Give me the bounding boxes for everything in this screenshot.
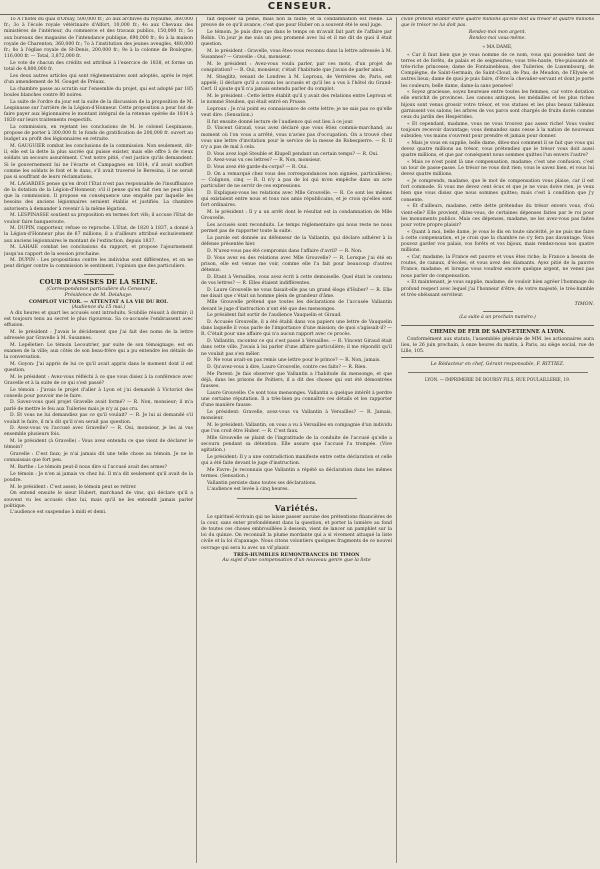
column-1 <box>4 17 193 863</box>
paragraph: M. le président : C'est assez; le témoin peut se retirer. <box>10 484 137 490</box>
paragraph: D. Accusée Grouvelle, il a été établi dans vos papiers une lettre de Vauquelin dans laquelle il vous parle de l'importance d'une mission; de quoi s'agissait-il? — R. C'était pour une affaire qui n'a aucun rapport avec ce procès. <box>201 320 392 338</box>
paragraph: D. N'avez-vous pas été compromis dans l'affaire d'avril? — R. Non. <box>207 248 363 254</box>
paragraph: Mlle Grouvelle se plaint de l'ingratitude de la conduite de l'accusé qu'elle a secouru pendant sa détention. Elle assure que l'accusé l'a trompée. (Vive agitation.) <box>201 435 392 454</box>
court-case: COMPLOT VICTOR. — ATTENTAT A LA VIE DU ROI. <box>28 298 169 305</box>
paragraph: D. Vincent Giraud, vous avez déclaré que vous êtiez commis-marchand; au moment où l'on vous a arrêté, vous n'aviez pas d'occupation. On a trouvé chez vous une lettre d'invitation pour le service de la messe de Robespierre. — R. Il n'y a pas de mal à cela. <box>201 126 392 151</box>
paragraph: A dix heures et quart les accusés sont introduits. Scubilie réussit à dormir; il est toujours tenu au secret le plus rigoureux. Sa co-accusée l'embrassent avec effusion. <box>4 310 193 329</box>
paragraph: M. le président: Vallantin, on vous a vu à Versailles en compagnie d'un individu que l'on croit être Huber. — R. C'est faux. <box>201 422 392 434</box>
paragraph: L'audience est levée à cinq heures. <box>207 487 289 493</box>
debate-section <box>4 144 193 271</box>
letter-body <box>401 53 594 299</box>
paragraph: « Car il faut bien que je vous nomme de ce nom, vous qui possédez tant de terres et de forêts, de palais et de seigneuries; vous très-haute, très-puissante et très-riche princesse; dame de Fontainebleau, des Tuileries, de Luxembourg, de Compiègne, de Saint-Germain, de Saint-Cloud, de Pau, de Meudon, de l'Elysée et autres lieux; dame de quoi je puis faire, d'être la chevalier-servant et dont je porte les couleurs; belle dame, dame-la sans pensées! <box>401 52 594 89</box>
paragraph: M. LAHAIE combat les conclusions du rapport, et propose l'ajournement jusqu'au rapport de la session prochaine. <box>4 245 193 257</box>
paragraph: La parole est donnée au défenseur de la Vallantin, qui déclare adhérer à la défense présentée hier. <box>201 235 392 248</box>
intro-section <box>4 17 193 144</box>
paragraph: Gravelle : C'est faux; je n'ai jamais dit une telle chose au témoin. Je ne le connaissais que fort peu. <box>4 452 193 464</box>
paragraph: M. le président (à Gravelle) : Vous avez entendu ce que vient de déclarer le témoin? <box>4 439 193 451</box>
paragraph: M. DUPIN : Les propositions contre les individus sont différentes, et on ne peut diriger contre la commission le sentiment, l'opinion que des particuliers. <box>4 258 193 270</box>
paragraph: « Et cependant, madame, vous ne vous trouvez pas assez riche! Vous voulez toujours recevoir davantage; vous demandez sans cesse à la nation de nouveaux subsides; vos mains s'ouvrent pour prendre et jamais pour donner. <box>401 121 594 140</box>
court-section <box>4 311 193 517</box>
paragraph: « Quant à moi, belle dame, je vous le dis en toute sincérité, je ne puis me faire à cette compensation, et je crois que la chambre ne s'y fera pas davantage. Vous pouvez garder vos palais, vos forêts et vos bijoux, mais rendez-nous nos quatre millions. <box>401 229 594 254</box>
paragraph: M. le président : Cette lettre établit qu'il y avait des relations entre Leproux et le nommé Steuben, qui était entré en Prusse. <box>201 93 392 106</box>
paragraph: D. Etant à Versailles, vous avez écrit à cette demoiselle. Quel était le contenu de vos lettres? — R. Elles étaient indifférentes. <box>201 274 392 286</box>
paragraph: D. Avez-vous vu ces lettres? — R. Non, monsieur. <box>207 158 322 164</box>
paragraph: Le spirituel écrivain qui ne laisse passer aucune des prétentions financières de la cour, sans enter profondément dans la question, et porter la lumière au fond de toutes ces choses embrouillées à dessein, vient de lancer un pamphlet sur la loi du quinze. On reconnaît la plume mordante qui a si vivement attaqué la liste civile et la loi d'apanage. Nous citons volontiers quelques fragments de ce nouvel ouvrage qui sera lu avec un vif plaisir. <box>201 514 392 551</box>
printer-line: LYON. — IMPRIMERIE DE BOURSY FILS, RUE POULAILLERIE, 19. <box>424 376 571 382</box>
paragraph: On entend ensuite le sieur Hubert, marchand de vins, qui déclare qu'il a souvent vu les accusés chez lui, mais qu'il ne les entendit jamais parler politique. <box>4 491 193 509</box>
paragraph: M. LAGARDES pense qu'en droit l'Etat n'est pas responsable de l'insuffisance de la dotation de la Légion-d'Honneur; s'il il pense qu'en fait rien ne peut plus que la commission. Il propose en conséquence une enquête par laquelle les besoins des anciens légionnaires seraient établis et justifiés. La chambre autorisera à demander à revenir à la même légation. <box>4 181 193 212</box>
paragraph: M. GAUGUIER combat les conclusions de la commission. Non seulement, dit-il, elle est la dette la plus sacrée qui puisse exister, mais elle offre à de vieux soldats un secours assurément. C'est notre pitié, c'est justice qu'ils demandent. Si le gouvernement lui ne l'écarte et Campagnes en 1814, s'il avait souffert comme les soldats le font et le dans, s'il avait traversé le Beresina, il ne serait pas si souffrant de leurs réclamations. <box>4 144 193 181</box>
paragraph: M. le président : J'avais le décidement que j'ai fait des noms de la lettre adressée par Gravelle à M. Susannes. <box>4 329 193 341</box>
paragraph: « Car, madame, la France est pauvre et vous êtes riche; la France a besoin de routes, de canaux, d'écoles, et vous avez des diamants. Ayez pitié de la pauvre France, madame; et lorsque vous voudrez encore quelque argent, ne venez pas nous parler de compensation. <box>401 255 594 279</box>
paragraph: Laure Grouvelle: Ce sont tous mensonges. Vallantin a quelque intérêt à perdre une certaine réputation. Il a très-bien pu connaître ces détails et les rapporter d'une manière fausse. <box>201 390 392 409</box>
paragraph: 1o A l'hôtel du quai d'Orsay, 500,000 fr.; 2o aux archives du royaume, 360,000 fr.; 3o à l'école royale vétérinaire d'Alfort, 10,000 fr.; 4o aux Chevaux des ministères de l'intérieur, du commerce et des travaux publics, 150,000 fr.; 5o aux bureaux des magasins de l'intendance publique, 690,000 fr.; 6o à la maison royale de Charenton, 360,000 fr.; 7o à l'institution des jeunes aveugles, 480,000 fr.; 8o à l'église royale de St-Denis, 200,000 fr.; 9o à la colonne de Boulogne, 116,000 fr. — Total, 3,872,000 fr. <box>4 17 193 60</box>
divider <box>237 498 357 499</box>
paragraph: Mlle Grouvelle prétend que toutes les déclarations de l'accusée Vallantin devant le juge d'instruction n'ont été que des mensonges. <box>201 300 392 312</box>
paragraph: M. le président : Avez-vous réfléchi à ce que vous disiez à la conférence avec Gravelle et à la suite de ce qui s'est passé? <box>4 374 193 386</box>
reply-label: Rendez-moi mon argent. <box>468 29 527 35</box>
paragraph: Le président: Gravelle, avez-vous vu Vallantin à Versailles? — R. Jamais, monsieur. <box>201 409 392 422</box>
editor-line: Le Rédacteur en chef, Gérant responsable, F. RITTIEZ. <box>430 361 565 367</box>
paragraph: « Mais ce n'est point là une compensation, madame; c'est une confusion, c'est un tour de passe-passe. Le trésor ne vous doit rien; vous le savez bien, et vous lui devez quatre millions. <box>401 159 594 178</box>
paragraph: La commission, en rejetant les conclusions de M. le colonel Lespinasse, propose de porter à 300,000 fr. le fonds de gratification de 200,000 fr. ouvert au budget au profit des légionnaires en retraite. <box>4 124 193 143</box>
masthead <box>0 0 600 15</box>
court-title: COUR D'ASSISES DE LA SEINE. <box>39 277 158 286</box>
paragraph: L'audience est suspendue à midi et demi. <box>10 510 107 516</box>
paragraph: M. Lepéletier: Le témoin Lecoutrier, par suite de son témoignage, est en examen de la ville; aux côtés de son beau-frère qui a pu entendre les détails de la conversation. <box>4 342 193 361</box>
paragraph: Me Parent: Je fais observer que Vallantin a l'habitude du mensonge, et que déjà, dans les prisons de Poitiers, il a dit des choses qui ont été démontrées fausses. <box>201 371 392 390</box>
paragraph: Il fut ensuite donné lecture de l'audience qui eut lieu à ce jour. <box>207 119 354 125</box>
column-3 <box>401 17 594 863</box>
paragraph: Leproux : Je n'ai point eu connaissance de cette lettre; je ne sais pas ce qu'elle veut dire. (Sensation.) <box>201 106 392 119</box>
paragraph: La chambre passe au scrutin sur l'ensemble du projet, qui est adopté par 185 boules blanches contre 80 noires. <box>4 86 193 98</box>
paragraph: D. Qu'avez-vous à dire, Laure Grouvelle, contre ces faits? — R. Rien. <box>207 364 367 370</box>
paragraph: Le témoin. Je puis dire que dans le temps on m'avait fait part de l'affaire par Robin. Un jour je me suis un peu promené avec lui et il me dit de quoi il était question. <box>201 29 392 48</box>
paragraph: D. Et vous ne lui demandiez pas ce qu'il voulait? — R. Je lui ai demandé s'il voulait le faire, il m'a dit qu'il n'en serait pas question. <box>4 413 193 425</box>
signature: TIMON. <box>574 301 594 307</box>
advert-box <box>401 325 594 358</box>
reply-label-2: Rendez-moi vous-même. <box>469 36 526 42</box>
paragraph: Les accusés sont reconduits. Le temps réglementaire qui nous reste ne nous permet pas de rapporter toute la suite. <box>201 223 392 235</box>
divider <box>483 311 513 312</box>
paragraph: D. Expliquez-vous les relations avec Mlle Grouvelle. — R. Ce sont les mêmes qui existaient entre nous et tous nos amis républicains, et je crois qu'elles sont fort ordinaires. <box>201 190 392 209</box>
varieties-subsubtitle: Au sujet d'une compensation d'un nouveau genre que la liste <box>222 558 371 564</box>
paragraph: « Je comprends, madame, que le mot de compensation vous plaise, car il est fort commode. Si vous me devez cent écus et que je ne vous doive rien, je veux bien que vous disiez que nous sommes quittes; mais c'est à condition que j'y consente. <box>401 179 594 203</box>
end-note: (La suite à un prochain numéro.) <box>459 314 536 320</box>
divider <box>408 372 588 373</box>
varieties-section <box>201 515 392 552</box>
advert-text: Conformément aux statuts, l'assemblée générale de MM. les actionnaires aura lieu, le 26 juin prochain, à onze heures du matin, à Paris, au siège social, rue de Lille, 105. <box>401 336 594 354</box>
paragraph: « Et d'ailleurs, madame, cette dette prétendue du trésor envers vous, d'où vient-elle? Elle provient, dites-vous, de certaines dépenses faites par le roi pour les monuments publics. Mais ces dépenses, madame, ne les avez-vous pas faites pour votre propre plaisir? <box>401 204 594 228</box>
paragraph: « Mais je vous en supplie, belle dame, dites-moi comment il se fait que vous qui devez quatre millions au trésor, vous prétendiez que le trésor vous doit aussi quatre millions, et que par conséquent nous sommes quittes l'un envers l'autre? <box>401 140 594 159</box>
advert-title: CHEMIN DE FER DE SAINT-ETIENNE A LYON. <box>429 329 566 336</box>
paragraph: La suite de l'ordre du jour est la suite de la discussion de la proposition de M. Lespinasse sur l'arrière de la Légion-d'Honneur. Cette proposition a pour but de faire payer aux légionnaires le montant intégral de la retenue opérée de 1814 à 1820 sur leurs traitements respectifs. <box>4 99 193 124</box>
paragraph: D. Ne vous avait-on pas remis une lettre pour le prince? — R. Non, jamais. <box>207 358 381 364</box>
paragraph: Le témoin : Je n'en ai jamais vu chez lui. Il m'a dit seulement qu'il avait de la poudre. <box>4 471 193 483</box>
paragraph: M. le président : Il y a un arrêt dont le résultat est la condamnation de Mlle Grouvelle. <box>201 210 392 222</box>
paragraph: D. Laure Grouvelle ne vous faisait-elle pas un grand éloge d'Huber? — R. Elle me disait que c'était un homme plein de grandeur d'âme. <box>201 287 392 299</box>
paragraph: M. Goyon: J'ai appris de lui ce qu'il avait appris dans le moment dont il est question. <box>4 361 193 373</box>
paragraph: Le vote de chacun des crédits est attribué à l'exercice de 1838, et forme un total de 4,800,000 fr. <box>4 60 193 73</box>
salutation: « MA DAME, <box>482 45 513 51</box>
paragraph: Les deux autres articles qui sont réglementaires sont adoptés, après le rejet d'un amendement de M. Gouget de Préaux. <box>4 73 193 86</box>
paragraph: D. Avez-vous vu l'accusé avec Gravelle? — R. Oui, monsieur, je les ai vus ensemble plusieurs fois. <box>4 426 193 438</box>
varieties-subtitle: TRÈS-HUMBLES REMONTRANCES DE TIMON <box>233 552 360 559</box>
paragraph: D. Vallantin, racontez ce qui s'est passé à Versailles. — R. Vincent Giraud était dans cette ville. J'avais à lui parler d'une affaire particulière; il me répondit qu'il ne voulait pas s'en mêler. <box>201 339 392 357</box>
paragraph: Me Favre: Je reconnais que Vallantin a répété sa déclaration dans les mêmes termes. (Sensation.) <box>201 467 392 479</box>
court-subtitle: (Correspondance particulière du Censeur.) <box>46 286 151 292</box>
paragraph: D. Vous avez été garde-du-corps? — R. Oui. <box>207 165 308 171</box>
masthead-title: CENSEUR. <box>267 1 333 12</box>
column-rule-1 <box>196 17 197 863</box>
paragraph: fait déposer sa peine, mais non la faute; et la condamnation est réelle. La preuve de ce qu'il avance, c'est que pour Huber on a souvent été le seul juge. <box>201 17 392 29</box>
paragraph: Le témoin : J'avais le projet d'aller à Lyon et j'ai demandé à Victoriot des conseils pour pouvoir me le faire. <box>4 387 193 399</box>
paragraph: Le président fait sortir de l'audience Vauquelin et Giraud. <box>207 313 342 319</box>
paragraph: D. Vous avez eu des relations avec Mlle Grouvelle? — R. Lorsque j'ai été en prison, elle est venue me voir, comme elle l'a fait pour beaucoup d'autres détenus. <box>201 255 392 273</box>
paragraph: D. Savez-vous quel projet Gravelle avait formé? — R. Non, monsieur; il m'a parlé de mettre le feu aux Tuileries mais je n'y ai pas cru. <box>4 400 193 412</box>
paragraph: D. On a remarqué chez vous des correspondances non signées, particulières; — Colignon, cinq — R. Il n'y a pas de loi qui m'en empêche dans un acte particulier de ne servir de ces expressions. <box>201 171 392 190</box>
court-presidence: Présidence de M. Delahaye. <box>64 292 133 298</box>
paragraph: M. Barthe : Le témoin peut-il nous dire si l'accusé avait des armes? <box>10 465 167 470</box>
divider <box>84 274 114 275</box>
paragraph: Vallantin persiste dans toutes ses déclarations. <box>207 480 317 486</box>
paragraph: M. LESPINASSE soutient sa proposition en termes fort vifs; il accuse l'Etat de vouloir faire banqueroute. <box>4 213 193 225</box>
column-rule-2 <box>396 17 397 863</box>
paragraph: M. le président : Avez-vous voulu parler, par ces mots, d'un projet de conspiration? — R. Oui, monsieur, c'était l'habitude que j'avais de parler ainsi. <box>201 61 392 74</box>
paragraph: M. DUPIN, rapporteur, refuse ce reproche. L'Etat, de 1820 à 1837, a donné à la Légion-d'Honneur plus de 67 millions; il a d'ailleurs attribué exclusivement aux anciens légionnaires le montant de l'extinction, depuis 1837. <box>4 226 193 244</box>
column-2 <box>201 17 392 863</box>
paragraph: « Soyez gracieuse, soyez heureuse entre toutes les femmes, car votre dotation elle enrichit de provinces. Les canons antiques, les médailles et les plus riches bijoux sont venus grossir votre trésor, et vos statues et les plus beaux tableaux garnissent vos salons; les arbres de vos parcs sont chargés de fruits dorés comme ceux du jardin des Hespérides. <box>401 90 594 121</box>
paragraph: D. Vous avez logé Steuble et Klupell pendant un certain temps? — R. Oui. <box>207 151 379 157</box>
court-hearing: (Audience du 15 mai.) <box>71 304 126 310</box>
paragraph: M. le président : Gravelle, vous êtes-vous reconnu dans la lettre adressée à M. Susannes? — Gravelle : Oui, monsieur. <box>201 49 392 61</box>
varieties-title: Variétés. <box>274 502 319 513</box>
paragraph: M. Stieglitz, venant de Londres à M. Leproux, de Verrières de, Paris, est appelé; il déclare qu'il a connu les accusés et qu'il les a vus à l'hôtel du Grand-Cerf. Il ajoute qu'il n'a jamais entendu parler du complot. <box>201 74 392 93</box>
continued-text: civile prétend établir entre quatre millions qu'elle doit au trésor et quatre millions que le trésor ne lui doit pas. <box>401 17 594 29</box>
paragraph: Le président: Il y a une contradiction manifeste entre cette déclaration et celle qui a été faite devant le juge d'instruction. <box>201 454 392 467</box>
paragraph: « Et maintenant, je vous supplie, madame, de vouloir bien agréer l'hommage du profond respect avec lequel j'ai l'honneur d'être, de votre majesté, le très-humble et très-obéissant serviteur. <box>401 280 594 298</box>
trial-continued <box>201 17 392 494</box>
